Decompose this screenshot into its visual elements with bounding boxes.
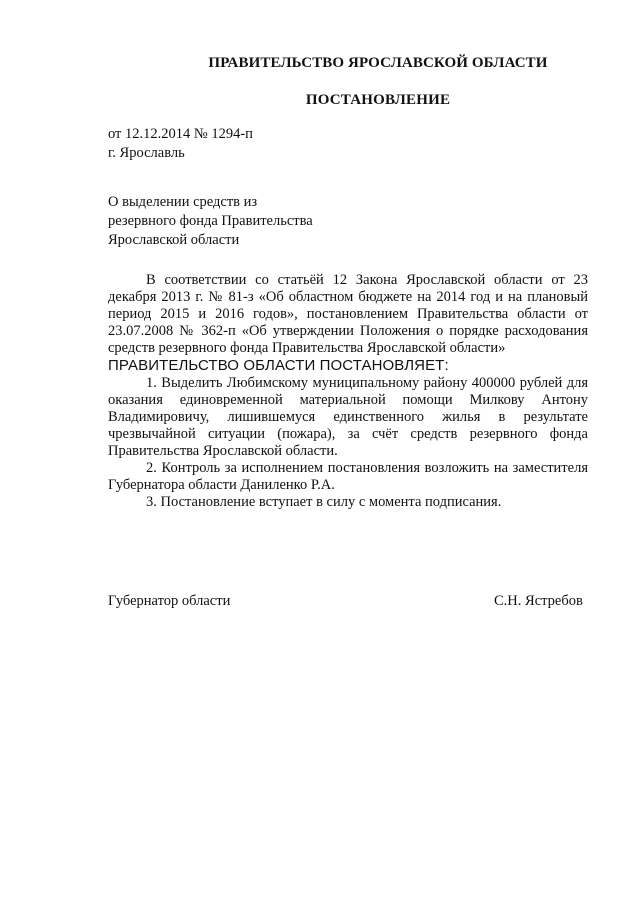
signature-name: С.Н. Ястребов <box>494 593 583 609</box>
document-meta <box>108 125 253 163</box>
decree-item-3: 3. Постановление вступает в силу с момента подписания. <box>146 494 502 511</box>
document-type-heading: ПОСТАНОВЛЕНИЕ <box>305 92 451 108</box>
decree-item-2: 2. Контроль за исполнением постановления возложить на заместителя Губернатора области Даниленко Р.А. <box>108 460 588 494</box>
signature-position: Губернатор области <box>108 593 231 609</box>
decree-statement: ПРАВИТЕЛЬСТВО ОБЛАСТИ ПОСТАНОВЛЯЕТ: <box>108 357 449 375</box>
decree-item-1: 1. Выделить Любимскому муниципальному району 400000 рублей для оказания единовременной материальной помощи Милкову Антону Владимировичу, лишившемуся единственного жилья в результате чрезвычайной ситуации (пожара), за счёт средств резервного фонда Правительства Ярославской области. <box>108 374 588 459</box>
document-body <box>108 272 588 511</box>
document-subject <box>108 193 313 250</box>
organization-heading: ПРАВИТЕЛЬСТВО ЯРОСЛАВСКОЙ ОБЛАСТИ <box>208 55 548 71</box>
subject-line: резервного фонда Правительства <box>108 213 313 229</box>
document-city: г. Ярославль <box>108 145 185 161</box>
preamble-paragraph: В соответствии со статьёй 12 Закона Ярославской области от 23 декабря 2013 г. № 81-з «Об областном бюджете на 2014 год и на плановый период 2015 и 2016 годов», постановлением Правительства области от 23.07.2008 № 362-п «Об утверждении Положения о порядке расходования средств резервного фонда Правительства Ярославской области» <box>108 272 588 357</box>
subject-line: Ярославской области <box>108 232 240 248</box>
subject-line: О выделении средств из <box>108 194 258 210</box>
document-date-number: от 12.12.2014 № 1294-п <box>108 126 253 142</box>
